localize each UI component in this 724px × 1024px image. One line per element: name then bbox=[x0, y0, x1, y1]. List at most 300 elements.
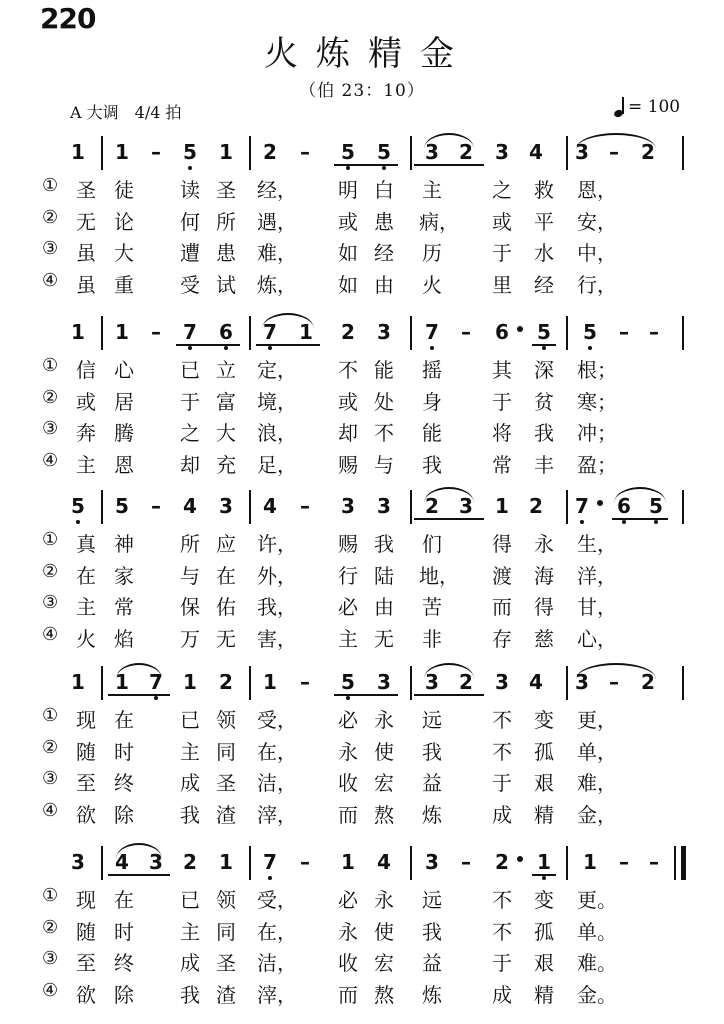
barline bbox=[101, 316, 103, 350]
lyric-syllable: 已 bbox=[180, 358, 200, 382]
note-number: 1 bbox=[115, 320, 129, 344]
lyric-syllable: 洁， bbox=[257, 771, 297, 795]
quarter-note-icon bbox=[614, 98, 628, 118]
lyric-syllable: 遇， bbox=[257, 209, 297, 234]
lyric-syllable: 我 bbox=[534, 421, 554, 445]
lyric-syllable: 炼 bbox=[422, 982, 442, 1007]
lyric-syllable: 深 bbox=[534, 358, 554, 382]
lyric-syllable: 主 bbox=[76, 452, 96, 477]
barline bbox=[101, 136, 103, 170]
lyric-syllable: 行 bbox=[338, 563, 358, 588]
eighth-note-underline bbox=[612, 518, 668, 520]
note-number: 1 bbox=[183, 670, 197, 694]
lyric-syllable: 却 bbox=[338, 421, 358, 445]
lyric-syllable: 由 bbox=[374, 272, 394, 297]
note-number: 2 bbox=[341, 320, 355, 344]
lyric-syllable: 盈； bbox=[577, 452, 617, 477]
lyric-syllable: 时 bbox=[114, 919, 134, 944]
note-number: 5 bbox=[68, 494, 88, 518]
barline bbox=[101, 490, 103, 524]
verse-number: ③ bbox=[42, 768, 59, 789]
lyric-syllable: 欲 bbox=[76, 982, 96, 1007]
lyric-syllable: 不 bbox=[374, 421, 394, 445]
lyric-syllable: 安， bbox=[577, 209, 617, 234]
dash-extension: – bbox=[609, 670, 619, 694]
dash-extension: – bbox=[461, 320, 471, 344]
lyric-syllable: 滓， bbox=[257, 802, 297, 827]
verse-number: ① bbox=[42, 885, 59, 906]
lyric-syllable: 主 bbox=[338, 626, 358, 651]
lyric-syllable: 境， bbox=[257, 389, 297, 414]
lyric-syllable: 而 bbox=[338, 802, 358, 827]
lyric-syllable: 圣 bbox=[216, 178, 236, 202]
lyric-syllable: 我 bbox=[180, 802, 200, 827]
slur-arc bbox=[116, 843, 162, 859]
lyric-syllable: 领 bbox=[216, 888, 236, 912]
barline bbox=[249, 490, 251, 524]
verse-number: ① bbox=[42, 529, 59, 550]
lyric-syllable: 摇 bbox=[422, 358, 442, 382]
lyric-syllable: 难。 bbox=[577, 951, 617, 975]
lyric-verse-line bbox=[0, 704, 724, 734]
barline bbox=[410, 666, 412, 700]
lyric-syllable: 神 bbox=[114, 532, 134, 556]
verse-number: ① bbox=[42, 705, 59, 726]
note-number: 7 bbox=[146, 670, 166, 694]
augmentation-dot bbox=[517, 326, 523, 332]
barline bbox=[566, 316, 568, 350]
lyric-syllable: 我 bbox=[374, 532, 394, 556]
lyric-syllable: 论 bbox=[114, 209, 134, 234]
lyric-syllable: 艰 bbox=[534, 951, 554, 975]
lyric-syllable: 根； bbox=[577, 358, 617, 382]
note-number: 1 bbox=[263, 670, 277, 694]
lyric-syllable: 现 bbox=[76, 888, 96, 912]
lyric-syllable: 远 bbox=[422, 708, 442, 732]
note-number: 1 bbox=[71, 140, 85, 164]
note-number: 4 bbox=[183, 494, 197, 518]
note-number: 1 bbox=[583, 850, 597, 874]
lyric-syllable: 单。 bbox=[577, 919, 617, 944]
verse-number: ② bbox=[42, 386, 59, 408]
lyric-syllable: 艰 bbox=[534, 771, 554, 795]
eighth-note-underline bbox=[176, 344, 240, 346]
lyric-syllable: 成 bbox=[180, 951, 200, 975]
note-number: 3 bbox=[425, 670, 439, 694]
lyric-syllable: 宏 bbox=[374, 951, 394, 975]
dash-extension: – bbox=[461, 850, 471, 874]
lyric-syllable: 佑 bbox=[216, 595, 236, 619]
lyric-verse-line bbox=[0, 623, 724, 653]
barline bbox=[682, 490, 684, 524]
lyric-syllable: 经 bbox=[534, 272, 554, 297]
lyric-syllable: 已 bbox=[180, 888, 200, 912]
dash-extension: – bbox=[151, 320, 161, 344]
lyric-syllable: 与 bbox=[374, 452, 394, 477]
lyric-syllable: 心 bbox=[114, 358, 134, 382]
lyric-syllable: 成 bbox=[492, 982, 512, 1007]
lyric-syllable: 徒 bbox=[114, 178, 134, 202]
slur-arc bbox=[424, 487, 474, 503]
lyric-syllable: 常 bbox=[114, 595, 134, 619]
lyric-syllable: 终 bbox=[114, 771, 134, 795]
lyric-syllable: 成 bbox=[492, 802, 512, 827]
verse-number: ③ bbox=[42, 592, 59, 613]
lyric-syllable: 收 bbox=[338, 771, 358, 795]
lyric-syllable: 渣 bbox=[216, 982, 236, 1007]
barline bbox=[410, 136, 412, 170]
lyric-syllable: 重 bbox=[114, 272, 134, 297]
eighth-note-underline bbox=[414, 518, 484, 520]
eighth-note-underline bbox=[414, 694, 484, 696]
lyric-syllable: 永 bbox=[338, 739, 358, 764]
lyric-syllable: 由 bbox=[374, 595, 394, 619]
lyric-verse-line bbox=[0, 591, 724, 621]
dash-extension: – bbox=[619, 850, 629, 874]
lyric-syllable: 寒； bbox=[577, 389, 617, 414]
note-number: 6 bbox=[495, 320, 509, 344]
lyric-verse-line bbox=[0, 947, 724, 977]
lyric-syllable: 丰 bbox=[534, 452, 554, 477]
lyric-syllable: 慈 bbox=[534, 626, 554, 651]
eighth-note-underline bbox=[532, 344, 556, 346]
lyric-syllable: 不 bbox=[338, 358, 358, 382]
lyric-syllable: 渣 bbox=[216, 802, 236, 827]
verse-number: ② bbox=[42, 560, 59, 582]
note-number: 3 bbox=[575, 140, 589, 164]
eighth-note-underline bbox=[256, 344, 320, 346]
dash-extension: – bbox=[151, 140, 161, 164]
lyric-syllable: 炼， bbox=[257, 272, 297, 297]
lyric-syllable: 焰 bbox=[114, 626, 134, 651]
note-number: 2 bbox=[529, 494, 543, 518]
lyric-syllable: 终 bbox=[114, 951, 134, 975]
lyric-syllable: 大 bbox=[216, 421, 236, 445]
dash-extension: – bbox=[619, 320, 629, 344]
lyric-syllable: 难， bbox=[257, 241, 297, 265]
note-number: 7 bbox=[260, 320, 280, 344]
lyric-syllable: 在 bbox=[216, 563, 236, 588]
lyric-syllable: 欲 bbox=[76, 802, 96, 827]
barline bbox=[682, 316, 684, 350]
verse-number: ② bbox=[42, 916, 59, 938]
lyric-verse-line bbox=[0, 417, 724, 447]
eighth-note-underline bbox=[414, 164, 484, 166]
lyric-syllable: 益 bbox=[422, 951, 442, 975]
lyric-syllable: 保 bbox=[180, 595, 200, 619]
lyric-syllable: 水 bbox=[534, 241, 554, 265]
lyric-syllable: 身 bbox=[422, 389, 442, 414]
lyric-syllable: 孤 bbox=[534, 739, 554, 764]
slur-arc bbox=[262, 313, 314, 329]
lyric-syllable: 而 bbox=[338, 982, 358, 1007]
barline bbox=[249, 846, 251, 880]
note-number: 5 bbox=[646, 494, 666, 518]
note-number: 6 bbox=[216, 320, 236, 344]
verse-number: ① bbox=[42, 355, 59, 376]
note-number: 2 bbox=[425, 494, 439, 518]
lyric-syllable: 虽 bbox=[76, 241, 96, 265]
lyric-syllable: 炼 bbox=[422, 802, 442, 827]
dash-extension: – bbox=[300, 850, 310, 874]
verse-number: ③ bbox=[42, 948, 59, 969]
barline bbox=[410, 490, 412, 524]
final-barline-thick bbox=[681, 846, 686, 880]
note-number: 5 bbox=[534, 320, 554, 344]
lyric-syllable: 收 bbox=[338, 951, 358, 975]
lyric-verse-line bbox=[0, 269, 724, 299]
lyric-syllable: 所 bbox=[216, 209, 236, 234]
lyric-syllable: 洁， bbox=[257, 951, 297, 975]
note-number: 7 bbox=[572, 494, 592, 518]
note-number: 7 bbox=[422, 320, 442, 344]
lyric-syllable: 成 bbox=[180, 771, 200, 795]
lyric-syllable: 害， bbox=[257, 626, 297, 651]
note-number: 3 bbox=[377, 320, 391, 344]
note-number: 5 bbox=[338, 140, 358, 164]
lyric-syllable: 于 bbox=[180, 389, 200, 414]
lyric-syllable: 必 bbox=[338, 888, 358, 912]
notation-line bbox=[0, 842, 724, 882]
note-number: 3 bbox=[425, 850, 439, 874]
note-number: 4 bbox=[529, 140, 543, 164]
lyric-syllable: 赐 bbox=[338, 532, 358, 556]
lyric-syllable: 现 bbox=[76, 708, 96, 732]
lyric-syllable: 孤 bbox=[534, 919, 554, 944]
note-number: 5 bbox=[338, 670, 358, 694]
note-number: 3 bbox=[459, 494, 473, 518]
lyric-syllable: 患 bbox=[216, 241, 236, 265]
note-number: 1 bbox=[534, 850, 554, 874]
lyric-syllable: 我 bbox=[422, 739, 442, 764]
note-number: 4 bbox=[115, 850, 129, 874]
note-number: 2 bbox=[183, 850, 197, 874]
lyric-syllable: 圣 bbox=[216, 771, 236, 795]
lyric-syllable: 至 bbox=[76, 951, 96, 975]
note-number: 2 bbox=[641, 140, 655, 164]
lyric-syllable: 难， bbox=[577, 771, 617, 795]
slur-arc bbox=[424, 133, 474, 149]
note-number: 3 bbox=[495, 140, 509, 164]
note-number: 3 bbox=[425, 140, 439, 164]
lyric-syllable: 永 bbox=[338, 919, 358, 944]
verse-number: ① bbox=[42, 175, 59, 196]
key-signature: A 大调 4/4 拍 bbox=[70, 103, 182, 122]
lyric-verse-line bbox=[0, 884, 724, 914]
lyric-syllable: 于 bbox=[492, 951, 512, 975]
lyric-syllable: 在， bbox=[257, 919, 297, 944]
lyric-syllable: 非 bbox=[422, 626, 442, 651]
lyric-syllable: 领 bbox=[216, 708, 236, 732]
lyric-syllable: 受， bbox=[257, 708, 297, 732]
verse-number: ④ bbox=[42, 449, 59, 471]
note-number: 3 bbox=[377, 494, 391, 518]
lyric-syllable: 主 bbox=[180, 739, 200, 764]
lyric-syllable: 其 bbox=[492, 358, 512, 382]
notation-line bbox=[0, 662, 724, 702]
lyric-verse-line bbox=[0, 386, 724, 416]
verse-number: ③ bbox=[42, 238, 59, 259]
lyric-syllable: 或 bbox=[492, 209, 512, 234]
barline bbox=[566, 846, 568, 880]
lyric-syllable: 或 bbox=[338, 389, 358, 414]
lyric-syllable: 遭 bbox=[180, 241, 200, 265]
verse-number: ③ bbox=[42, 418, 59, 439]
lyric-syllable: 甘， bbox=[577, 595, 617, 619]
lyric-syllable: 得 bbox=[534, 595, 554, 619]
lyric-syllable: 许， bbox=[257, 532, 297, 556]
lyric-syllable: 金， bbox=[577, 802, 617, 827]
lyric-syllable: 熬 bbox=[374, 982, 394, 1007]
note-number: 3 bbox=[219, 494, 233, 518]
lyric-syllable: 中， bbox=[577, 241, 617, 265]
lyric-syllable: 于 bbox=[492, 771, 512, 795]
lyric-syllable: 不 bbox=[492, 888, 512, 912]
eighth-note-underline bbox=[334, 164, 398, 166]
lyric-syllable: 里 bbox=[492, 272, 512, 297]
verse-number: ② bbox=[42, 736, 59, 758]
note-number: 2 bbox=[459, 670, 473, 694]
lyric-syllable: 受， bbox=[257, 888, 297, 912]
lyric-syllable: 恩， bbox=[577, 178, 617, 202]
lyric-syllable: 冲； bbox=[577, 421, 617, 445]
lyric-syllable: 信 bbox=[76, 358, 96, 382]
lyric-syllable: 使 bbox=[374, 919, 394, 944]
lyric-syllable: 富 bbox=[216, 389, 236, 414]
lyric-syllable: 更。 bbox=[577, 888, 617, 912]
lyric-syllable: 主 bbox=[76, 595, 96, 619]
lyric-syllable: 经 bbox=[374, 241, 394, 265]
note-number: 4 bbox=[263, 494, 277, 518]
note-number: 1 bbox=[341, 850, 355, 874]
note-number: 2 bbox=[495, 850, 509, 874]
dash-extension: – bbox=[300, 140, 310, 164]
note-number: 3 bbox=[495, 670, 509, 694]
lyric-syllable: 远 bbox=[422, 888, 442, 912]
note-number: 5 bbox=[180, 140, 200, 164]
lyric-syllable: 试 bbox=[216, 272, 236, 297]
note-number: 1 bbox=[299, 320, 313, 344]
notation-line bbox=[0, 312, 724, 352]
dash-extension: – bbox=[609, 140, 619, 164]
lyric-syllable: 心， bbox=[577, 626, 617, 651]
lyric-syllable: 赐 bbox=[338, 452, 358, 477]
lyric-syllable: 在 bbox=[76, 563, 96, 588]
barline bbox=[101, 666, 103, 700]
barline bbox=[410, 316, 412, 350]
lyric-syllable: 明 bbox=[338, 178, 358, 202]
barline bbox=[566, 490, 568, 524]
lyric-syllable: 宏 bbox=[374, 771, 394, 795]
slur-arc bbox=[576, 133, 656, 149]
barline bbox=[566, 666, 568, 700]
lyric-syllable: 患 bbox=[374, 209, 394, 234]
dash-extension: – bbox=[649, 850, 659, 874]
lyric-syllable: 读 bbox=[180, 178, 200, 202]
lyric-syllable: 历 bbox=[422, 241, 442, 265]
note-number: 5 bbox=[374, 140, 394, 164]
lyric-syllable: 贫 bbox=[534, 389, 554, 414]
lyric-verse-line bbox=[0, 449, 724, 479]
lyric-syllable: 永 bbox=[374, 888, 394, 912]
slur-arc bbox=[116, 663, 162, 679]
lyric-syllable: 单， bbox=[577, 739, 617, 764]
lyric-syllable: 将 bbox=[492, 421, 512, 445]
lyric-syllable: 不 bbox=[492, 708, 512, 732]
barline bbox=[249, 666, 251, 700]
lyric-syllable: 使 bbox=[374, 739, 394, 764]
note-number: 3 bbox=[71, 850, 85, 874]
lyric-syllable: 我 bbox=[422, 452, 442, 477]
note-number: 4 bbox=[529, 670, 543, 694]
lyric-syllable: 永 bbox=[374, 708, 394, 732]
lyric-syllable: 居 bbox=[114, 389, 134, 414]
lyric-syllable: 苦 bbox=[422, 595, 442, 619]
dash-extension: – bbox=[300, 494, 310, 518]
lyric-syllable: 熬 bbox=[374, 802, 394, 827]
lyric-verse-line bbox=[0, 174, 724, 204]
lyric-syllable: 能 bbox=[374, 358, 394, 382]
lyric-syllable: 火 bbox=[422, 272, 442, 297]
lyric-verse-line bbox=[0, 354, 724, 384]
note-number: 4 bbox=[377, 850, 391, 874]
lyric-syllable: 生， bbox=[577, 532, 617, 556]
lyric-syllable: 不 bbox=[492, 919, 512, 944]
lyric-syllable: 我 bbox=[422, 919, 442, 944]
verse-number: ② bbox=[42, 206, 59, 228]
lyric-syllable: 必 bbox=[338, 708, 358, 732]
lyric-syllable: 家 bbox=[114, 563, 134, 588]
hymn-title: 火炼精金 bbox=[264, 34, 472, 74]
note-number: 2 bbox=[641, 670, 655, 694]
lyric-syllable: 腾 bbox=[114, 421, 134, 445]
barline bbox=[249, 136, 251, 170]
lyric-syllable: 恩 bbox=[114, 452, 134, 477]
barline bbox=[566, 136, 568, 170]
lyric-syllable: 无 bbox=[216, 626, 236, 651]
lyric-syllable: 在 bbox=[114, 888, 134, 912]
note-number: 3 bbox=[149, 850, 163, 874]
note-number: 2 bbox=[459, 140, 473, 164]
note-number: 1 bbox=[115, 140, 129, 164]
lyric-syllable: 能 bbox=[422, 421, 442, 445]
lyric-syllable: 海 bbox=[534, 563, 554, 588]
lyric-syllable: 而 bbox=[492, 595, 512, 619]
lyric-syllable: 外， bbox=[257, 563, 297, 588]
note-number: 5 bbox=[580, 320, 600, 344]
note-number: 1 bbox=[495, 494, 509, 518]
tempo-marking bbox=[614, 97, 680, 118]
eighth-note-underline bbox=[108, 874, 170, 876]
lyric-syllable: 存 bbox=[492, 626, 512, 651]
lyric-syllable: 精 bbox=[534, 802, 554, 827]
lyric-syllable: 们 bbox=[422, 532, 442, 556]
eighth-note-underline bbox=[532, 874, 556, 876]
lyric-syllable: 得 bbox=[492, 532, 512, 556]
note-number: 1 bbox=[219, 850, 233, 874]
lyric-syllable: 却 bbox=[180, 452, 200, 477]
lyric-verse-line bbox=[0, 979, 724, 1009]
augmentation-dot bbox=[517, 856, 523, 862]
note-number: 3 bbox=[377, 670, 391, 694]
barline bbox=[682, 136, 684, 170]
lyric-syllable: 行， bbox=[577, 272, 617, 297]
augmentation-dot bbox=[597, 500, 603, 506]
lyric-syllable: 主 bbox=[180, 919, 200, 944]
lyric-syllable: 永 bbox=[534, 532, 554, 556]
lyric-syllable: 在， bbox=[257, 739, 297, 764]
slur-arc bbox=[424, 663, 474, 679]
